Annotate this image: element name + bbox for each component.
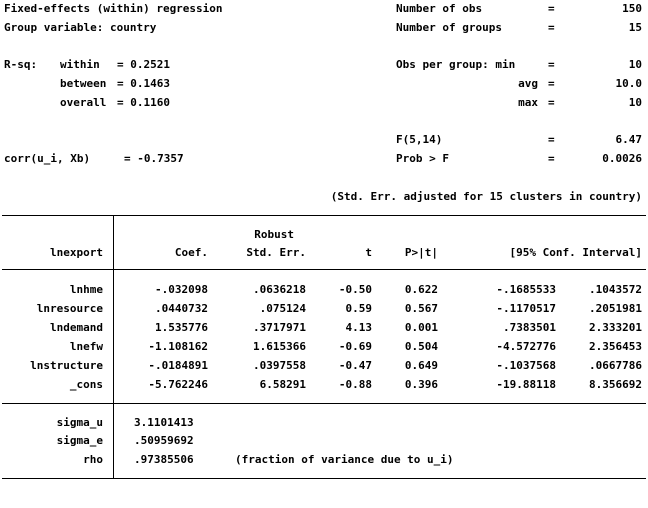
coef-cell: -1.108162 bbox=[148, 340, 208, 353]
var-name: lnstructure bbox=[30, 359, 103, 372]
ci-high-cell: 8.356692 bbox=[589, 378, 642, 391]
f-value: 6.47 bbox=[615, 133, 642, 146]
ci-high-cell: .2051981 bbox=[589, 302, 642, 315]
se-cell: .0397558 bbox=[253, 359, 306, 372]
max-value: 10 bbox=[628, 96, 642, 109]
rho-value: .97385506 bbox=[134, 453, 194, 466]
avg-value: 10.0 bbox=[615, 77, 642, 90]
prob-value: 0.0026 bbox=[602, 152, 642, 165]
prob-eq: = bbox=[548, 152, 555, 165]
avg-eq: = bbox=[548, 77, 555, 90]
table-bottom-rule bbox=[2, 478, 646, 479]
var-name: lnefw bbox=[69, 340, 103, 353]
min-value: 10 bbox=[628, 58, 642, 71]
depvar-label: lnexport bbox=[50, 246, 103, 259]
avg-label: avg bbox=[518, 77, 538, 90]
table-top-rule bbox=[2, 215, 646, 216]
ci-low-cell: -.1170517 bbox=[496, 302, 556, 315]
overall-label: overall bbox=[60, 96, 107, 109]
col-t: t bbox=[365, 246, 372, 259]
within-value: = 0.2521 bbox=[117, 58, 170, 71]
ci-low-cell: -19.88118 bbox=[496, 378, 556, 391]
overall-value: = 0.1160 bbox=[117, 96, 170, 109]
column-separator bbox=[113, 215, 114, 479]
t-cell: -0.88 bbox=[338, 378, 372, 391]
var-name: lndemand bbox=[50, 321, 103, 334]
col-ci: [95% Conf. Interval] bbox=[509, 246, 642, 259]
var-name: _cons bbox=[69, 378, 103, 391]
ci-high-cell: .1043572 bbox=[589, 283, 642, 296]
nobs-eq: = bbox=[548, 2, 555, 15]
ngroups-label: Number of groups bbox=[396, 21, 502, 34]
p-cell: 0.622 bbox=[404, 283, 438, 296]
se-cell: 1.615366 bbox=[253, 340, 306, 353]
coef-cell: .0440732 bbox=[155, 302, 208, 315]
ci-low-cell: -.1037568 bbox=[496, 359, 556, 372]
max-eq: = bbox=[548, 96, 555, 109]
nobs-label: Number of obs bbox=[396, 2, 483, 15]
ngroups-eq: = bbox=[548, 21, 555, 34]
t-cell: -0.47 bbox=[338, 359, 372, 372]
se-cell: .0636218 bbox=[253, 283, 306, 296]
cons-rule bbox=[2, 403, 646, 404]
se-cell: .3717971 bbox=[253, 321, 306, 334]
var-name: lnresource bbox=[36, 302, 103, 315]
f-label: F(5,14) bbox=[396, 133, 443, 146]
sigma-u-value: 3.1101413 bbox=[134, 416, 194, 429]
se-cell: .075124 bbox=[259, 302, 306, 315]
header-rule bbox=[2, 269, 646, 270]
robust-label: Robust bbox=[254, 228, 294, 241]
t-cell: -0.50 bbox=[338, 283, 372, 296]
sigma-e-label: sigma_e bbox=[56, 434, 103, 447]
p-cell: 0.504 bbox=[404, 340, 438, 353]
t-cell: -0.69 bbox=[338, 340, 372, 353]
col-coef: Coef. bbox=[174, 246, 208, 259]
within-label: within bbox=[60, 58, 100, 71]
corr-value: = -0.7357 bbox=[124, 152, 184, 165]
between-value: = 0.1463 bbox=[117, 77, 170, 90]
se-note: (Std. Err. adjusted for 15 clusters in country) bbox=[330, 190, 642, 203]
prob-label: Prob > F bbox=[396, 152, 449, 165]
sigma-u-label: sigma_u bbox=[56, 416, 103, 429]
obs-per-group-label: Obs per group: min bbox=[396, 58, 516, 71]
ci-high-cell: 2.333201 bbox=[589, 321, 642, 334]
ci-low-cell: -.1685533 bbox=[496, 283, 556, 296]
rho-note: (fraction of variance due to u_i) bbox=[235, 453, 454, 466]
group-variable: Group variable: country bbox=[4, 21, 157, 34]
sigma-e-value: .50959692 bbox=[134, 434, 194, 447]
rho-label: rho bbox=[83, 453, 103, 466]
regression-title: Fixed-effects (within) regression bbox=[4, 2, 223, 15]
col-se: Std. Err. bbox=[246, 246, 306, 259]
ci-low-cell: -4.572776 bbox=[496, 340, 556, 353]
t-cell: 0.59 bbox=[345, 302, 372, 315]
coef-cell: -.0184891 bbox=[148, 359, 208, 372]
t-cell: 4.13 bbox=[345, 321, 372, 334]
p-cell: 0.001 bbox=[404, 321, 438, 334]
ci-high-cell: .0667786 bbox=[589, 359, 642, 372]
coef-cell: -.032098 bbox=[155, 283, 208, 296]
coef-cell: -5.762246 bbox=[148, 378, 208, 391]
between-label: between bbox=[60, 77, 107, 90]
var-name: lnhme bbox=[69, 283, 103, 296]
corr-label: corr(u_i, Xb) bbox=[4, 152, 91, 165]
coef-cell: 1.535776 bbox=[155, 321, 208, 334]
ngroups-value: 15 bbox=[628, 21, 642, 34]
p-cell: 0.396 bbox=[404, 378, 438, 391]
ci-high-cell: 2.356453 bbox=[589, 340, 642, 353]
max-label: max bbox=[518, 96, 538, 109]
min-eq: = bbox=[548, 58, 555, 71]
ci-low-cell: .7383501 bbox=[503, 321, 556, 334]
nobs-value: 150 bbox=[622, 2, 642, 15]
col-p: P>|t| bbox=[404, 246, 438, 259]
p-cell: 0.567 bbox=[404, 302, 438, 315]
se-cell: 6.58291 bbox=[259, 378, 306, 391]
p-cell: 0.649 bbox=[404, 359, 438, 372]
rsq-label: R-sq: bbox=[4, 58, 38, 71]
f-eq: = bbox=[548, 133, 555, 146]
